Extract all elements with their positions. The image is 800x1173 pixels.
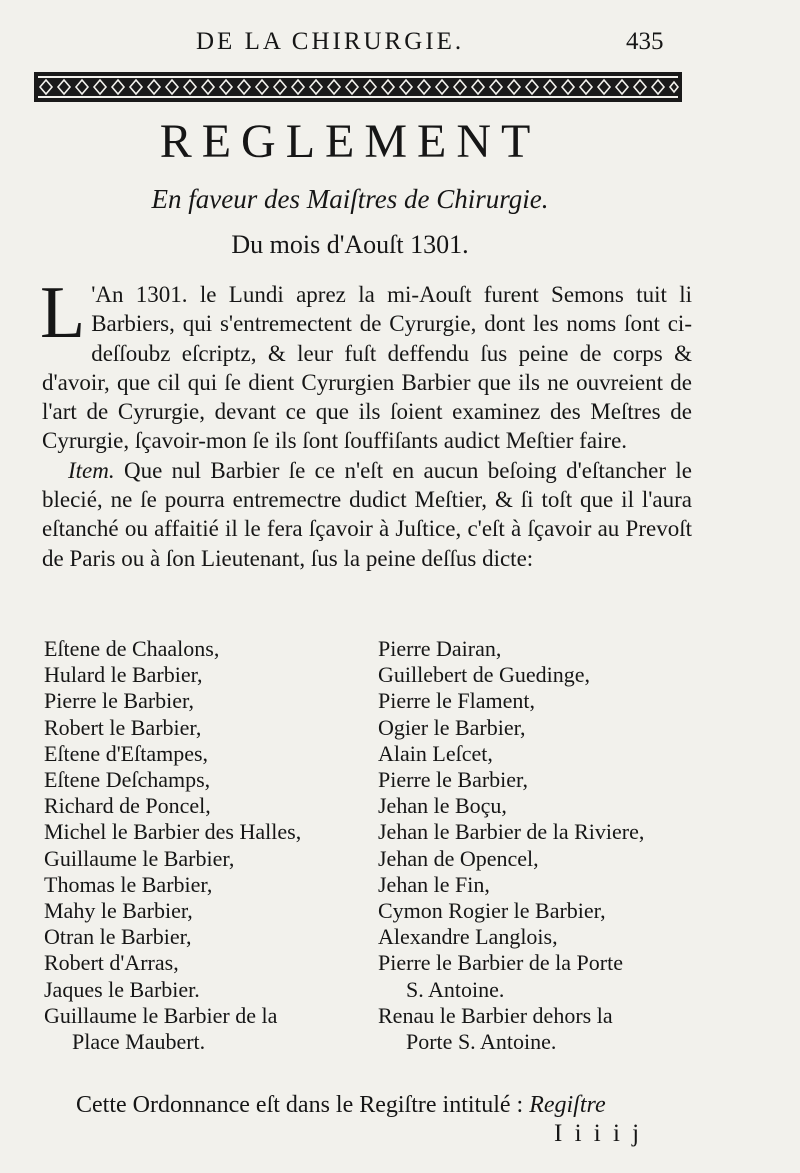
- list-item: Guillaume le Barbier de la: [44, 1002, 278, 1028]
- list-item: Ogier le Barbier,: [378, 714, 526, 740]
- list-item: Robert d'Arras,: [44, 950, 179, 976]
- list-item: Eſtene d'Eſtampes,: [44, 740, 209, 766]
- paragraph-1-text: 'An 1301. le Lundi aprez la mi-Aouſt furent Semons tuit li Barbiers, qui s'entremectent de Cyrurgie, dont les noms ſont ci-deſſoubz eſcriptz, & leur fuſt deffendu ſus peine de corps & d'avoir, que cil qui ſe dient Cyrurgien Barbier que ils ne ouvreient de l'art de Cyrurgie, devant ce que ils ſoient examinez des Meſtres de Cyrurgie, ſçavoir-mon ſe ils ſont ſouffiſants audict Meſtier faire.: [42, 282, 692, 454]
- closing-line: [76, 1092, 606, 1119]
- list-item: Robert le Barbier,: [44, 714, 202, 740]
- list-item: Pierre Dairan,: [378, 636, 502, 661]
- list-item: Pierre le Barbier,: [378, 767, 528, 793]
- list-item: Pierre le Flament,: [378, 688, 536, 714]
- list-item: Place Maubert.: [72, 1029, 206, 1055]
- list-item: Guillebert de Guedinge,: [378, 662, 590, 688]
- list-item: Mahy le Barbier,: [44, 898, 193, 924]
- page-number: 435: [626, 28, 664, 55]
- list-item: Michel le Barbier des Halles,: [44, 819, 302, 845]
- names-column-right: [378, 636, 708, 1055]
- list-item: Guillaume le Barbier,: [44, 845, 235, 871]
- list-item: Jehan le Boçu,: [378, 793, 507, 819]
- list-item: Jehan le Fin,: [378, 871, 490, 897]
- document-title: REGLEMENT: [159, 115, 541, 168]
- list-item: Cymon Rogier le Barbier,: [378, 898, 606, 924]
- paragraph-2-text: Que nul Barbier ſe ce n'eſt en aucun beſoing d'eſtancher le blecié, ne ſe pourra entremectre dudict Meſtier, & ſi toſt que il l'aura eſtanché ou affaitié il le fera ſçavoir à Juſtice, c'eſt à ſçavoir au Prevoſt de Paris ou à ſon Lieutenant, ſus la peine deſſus dicte:: [42, 457, 692, 571]
- ornamental-band: [34, 72, 682, 102]
- list-item: Pierre le Barbier de la Porte: [378, 950, 623, 976]
- list-item: Hulard le Barbier,: [44, 662, 203, 688]
- list-item: Jehan le Barbier de la Riviere,: [378, 819, 645, 845]
- drop-cap: L: [40, 272, 86, 354]
- names-column-left: [44, 636, 374, 1055]
- list-item: Alain Leſcet,: [378, 740, 493, 766]
- list-item: Pierre le Barbier,: [44, 688, 194, 714]
- paragraph-1: [40, 272, 692, 456]
- closing-italic: Regiſtre: [529, 1092, 606, 1118]
- page-header: [0, 28, 800, 64]
- list-item: Richard de Poncel,: [44, 793, 211, 819]
- running-head: DE LA CHIRURGIE.: [196, 28, 465, 55]
- paragraph-2: [42, 456, 692, 573]
- list-item: Eſtene Deſchamps,: [44, 767, 211, 793]
- list-item: Jaques le Barbier.: [44, 976, 200, 1002]
- list-item: Renau le Barbier dehors la: [378, 1002, 613, 1028]
- signature-mark: I i i i j: [554, 1120, 643, 1147]
- list-item: Thomas le Barbier,: [44, 871, 213, 897]
- list-item: Jehan de Opencel,: [378, 845, 539, 871]
- list-item: Otran le Barbier,: [44, 924, 192, 950]
- closing-text: Cette Ordonnance eſt dans le Regiſtre intitulé :: [76, 1092, 530, 1118]
- document-subtitle: En faveur des Maiſtres de Chirurgie.: [151, 184, 549, 214]
- list-item: Alexandre Langlois,: [378, 924, 558, 950]
- document-date: Du mois d'Aouſt 1301.: [231, 230, 469, 259]
- item-label: Item.: [68, 457, 115, 483]
- list-item: S. Antoine.: [406, 976, 505, 1002]
- list-item: Porte S. Antoine.: [406, 1029, 557, 1055]
- body-text: [40, 272, 692, 573]
- list-item: Eſtene de Chaalons,: [44, 636, 220, 661]
